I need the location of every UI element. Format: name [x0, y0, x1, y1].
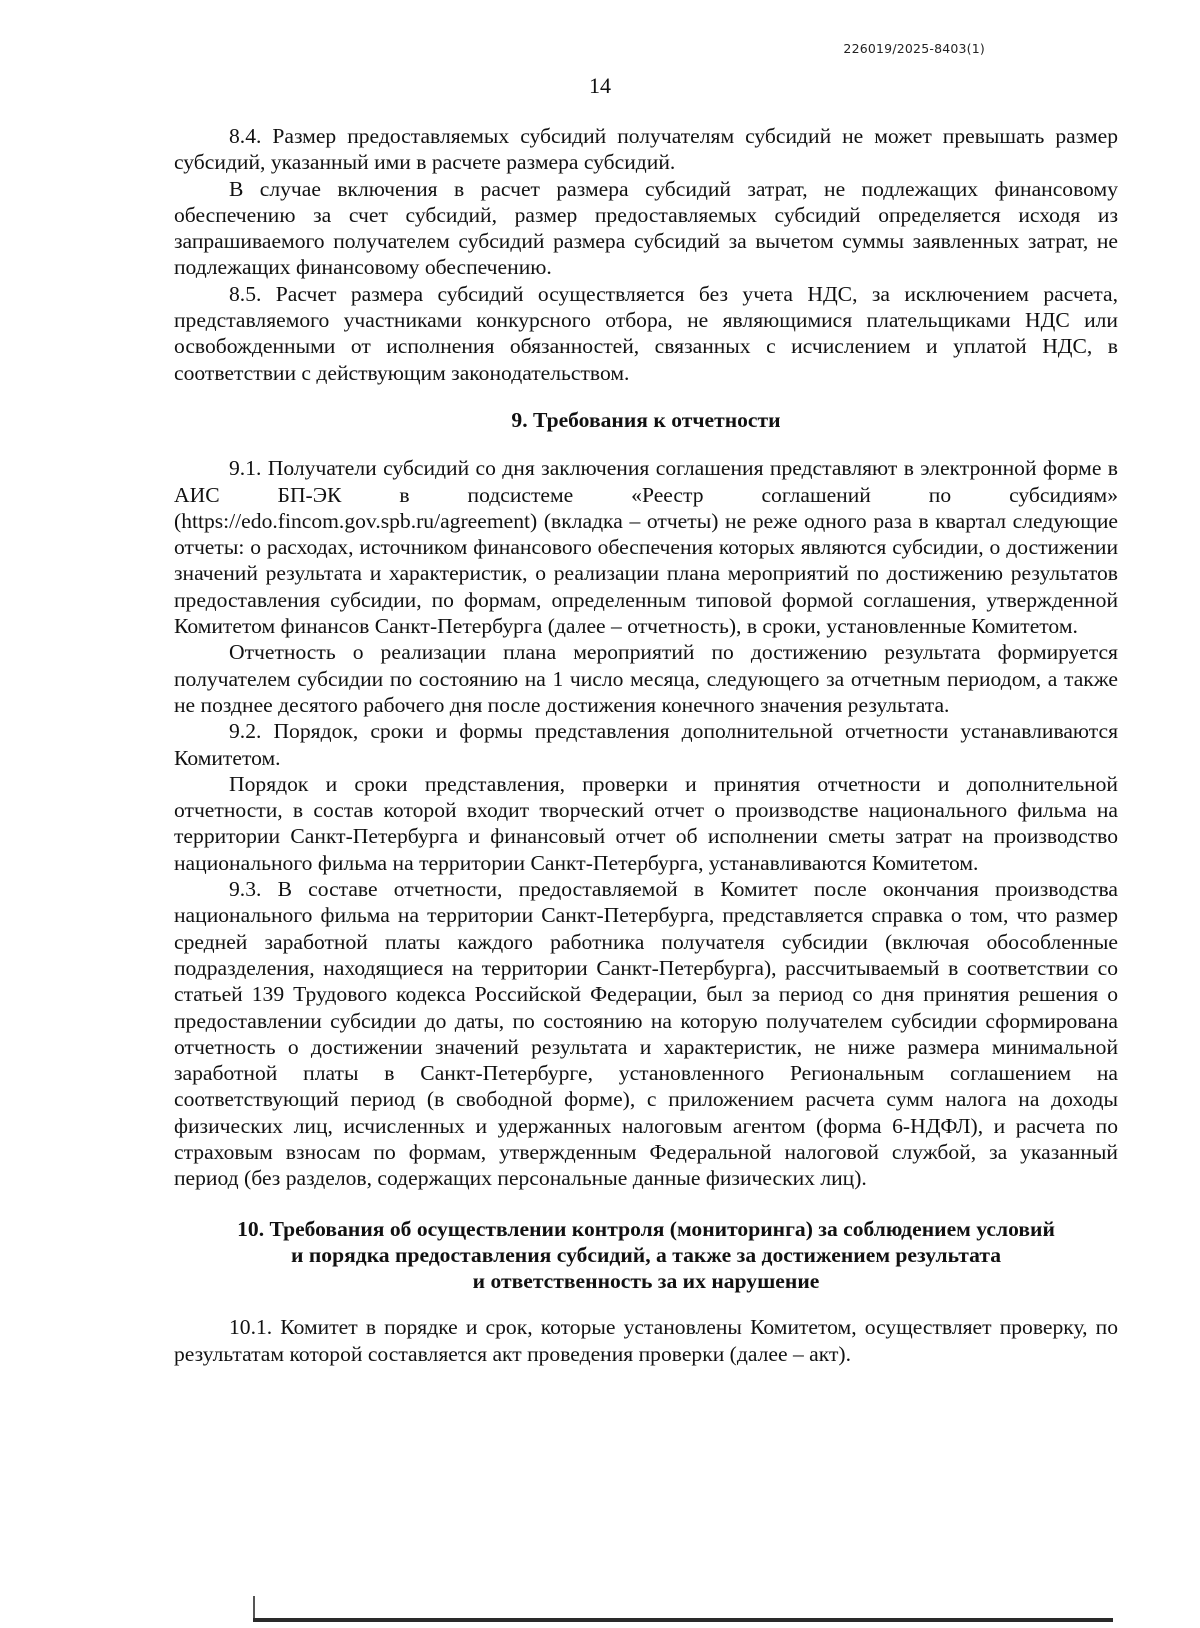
paragraph-9-1: 9.1. Получатели субсидий со дня заключения соглашения представляют в электронной форме в АИС БП-ЭК в подсистеме «Реестр соглашений по субсидиям» (https://edo.fincom.gov.spb.ru/agreement) (вкладка – отчеты) не реже одного раза в квартал следующие отчеты: о расходах, источником финансового обеспечения которых являются субсидии, о достижении значений результата и характеристик, о реализации плана мероприятий по достижению результатов предоставления субсидии, по формам, определенным типовой формой соглашения, утвержденной Комитетом финансов Санкт-Петербурга (далее – отчетность), в сроки, установленные Комитетом.: [174, 456, 1118, 639]
scan-bottom-edge: [253, 1618, 1113, 1622]
paragraph-9-2-cont: Порядок и сроки представления, проверки и принятия отчетности и дополнительной отчетности, в состав которой входит творческий отчет о производстве национального фильма на территории Санкт-Петербурга и финансовый отчет об исполнении сметы затрат на производство национального фильма на территории Санкт-Петербурга, устанавливаются Комитетом.: [174, 771, 1118, 875]
paragraph-8-4-cont: В случае включения в расчет размера субсидий затрат, не подлежащих финансовому обеспечению за счет субсидий, размер предоставляемых субсидий определяется исходя из запрашиваемого получателем субсидий размера субсидий за вычетом суммы заявленных затрат, не подлежащих финансовому обеспечению.: [174, 176, 1118, 280]
section-10-title: [174, 1216, 1118, 1295]
paragraph-9-2: 9.2. Порядок, сроки и формы представления дополнительной отчетности устанавливаются Комитетом.: [174, 719, 1118, 770]
section-10-title-line-1: 10. Требования об осуществлении контроля (мониторинга) за соблюдением условий: [237, 1216, 1055, 1241]
page-number: 14: [589, 73, 611, 98]
paragraph-9-3: 9.3. В составе отчетности, предоставляемой в Комитет после окончания производства национального фильма на территории Санкт-Петербурга, представляется справка о том, что размер средней заработной платы каждого работника получателя субсидии (включая обособленные подразделения, находящиеся на территории Санкт-Петербурга), рассчитываемый в соответствии со статьей 139 Трудового кодекса Российской Федерации, был за период со дня принятия решения о предоставлении субсидии до даты, по состоянию на которую получателем субсидии сформирована отчетность о достижении значений результата и характеристик, не ниже размера минимальной заработной платы в Санкт-Петербурге, установленного Региональным соглашением на соответствующий период (в свободной форме), с приложением расчета сумм налога на доходы физических лиц, исчисленных и удержанных налоговым агентом (форма 6-НДФЛ), и расчета по страховым взносам по формам, утвержденным Федеральной налоговой службой, за указанный период (без разделов, содержащих персональные данные физических лиц).: [174, 877, 1118, 1191]
paragraph-10-1: 10.1. Комитет в порядке и срок, которые установлены Комитетом, осуществляет проверку, по результатам которой составляется акт проведения проверки (далее – акт).: [174, 1315, 1118, 1366]
document-number: 226019/2025-8403(1): [843, 41, 985, 56]
paragraph-8-4: 8.4. Размер предоставляемых субсидий получателям субсидий не может превышать размер субсидий, указанный ими в расчете размера субсидий.: [174, 124, 1118, 175]
section-10-title-line-2: и порядка предоставления субсидий, а также за достижением результата: [291, 1242, 1001, 1267]
document-body: [174, 123, 1118, 1367]
section-9-title: 9. Требования к отчетности: [511, 407, 781, 432]
paragraph-9-1-cont: Отчетность о реализации плана мероприятий по достижению результата формируется получателем субсидии по состоянию на 1 число месяца, следующего за отчетным периодом, а также не позднее десятого рабочего дня после достижения конечного значения результата.: [174, 640, 1118, 717]
paragraph-8-5: 8.5. Расчет размера субсидий осуществляется без учета НДС, за исключением расчета, представляемого участниками конкурсного отбора, не являющимися плательщиками НДС или освобожденными от исполнения обязанностей, связанных с исчислением и уплатой НДС, в соответствии с действующим законодательством.: [174, 281, 1118, 385]
section-10-title-line-3: и ответственность за их нарушение: [472, 1269, 820, 1294]
